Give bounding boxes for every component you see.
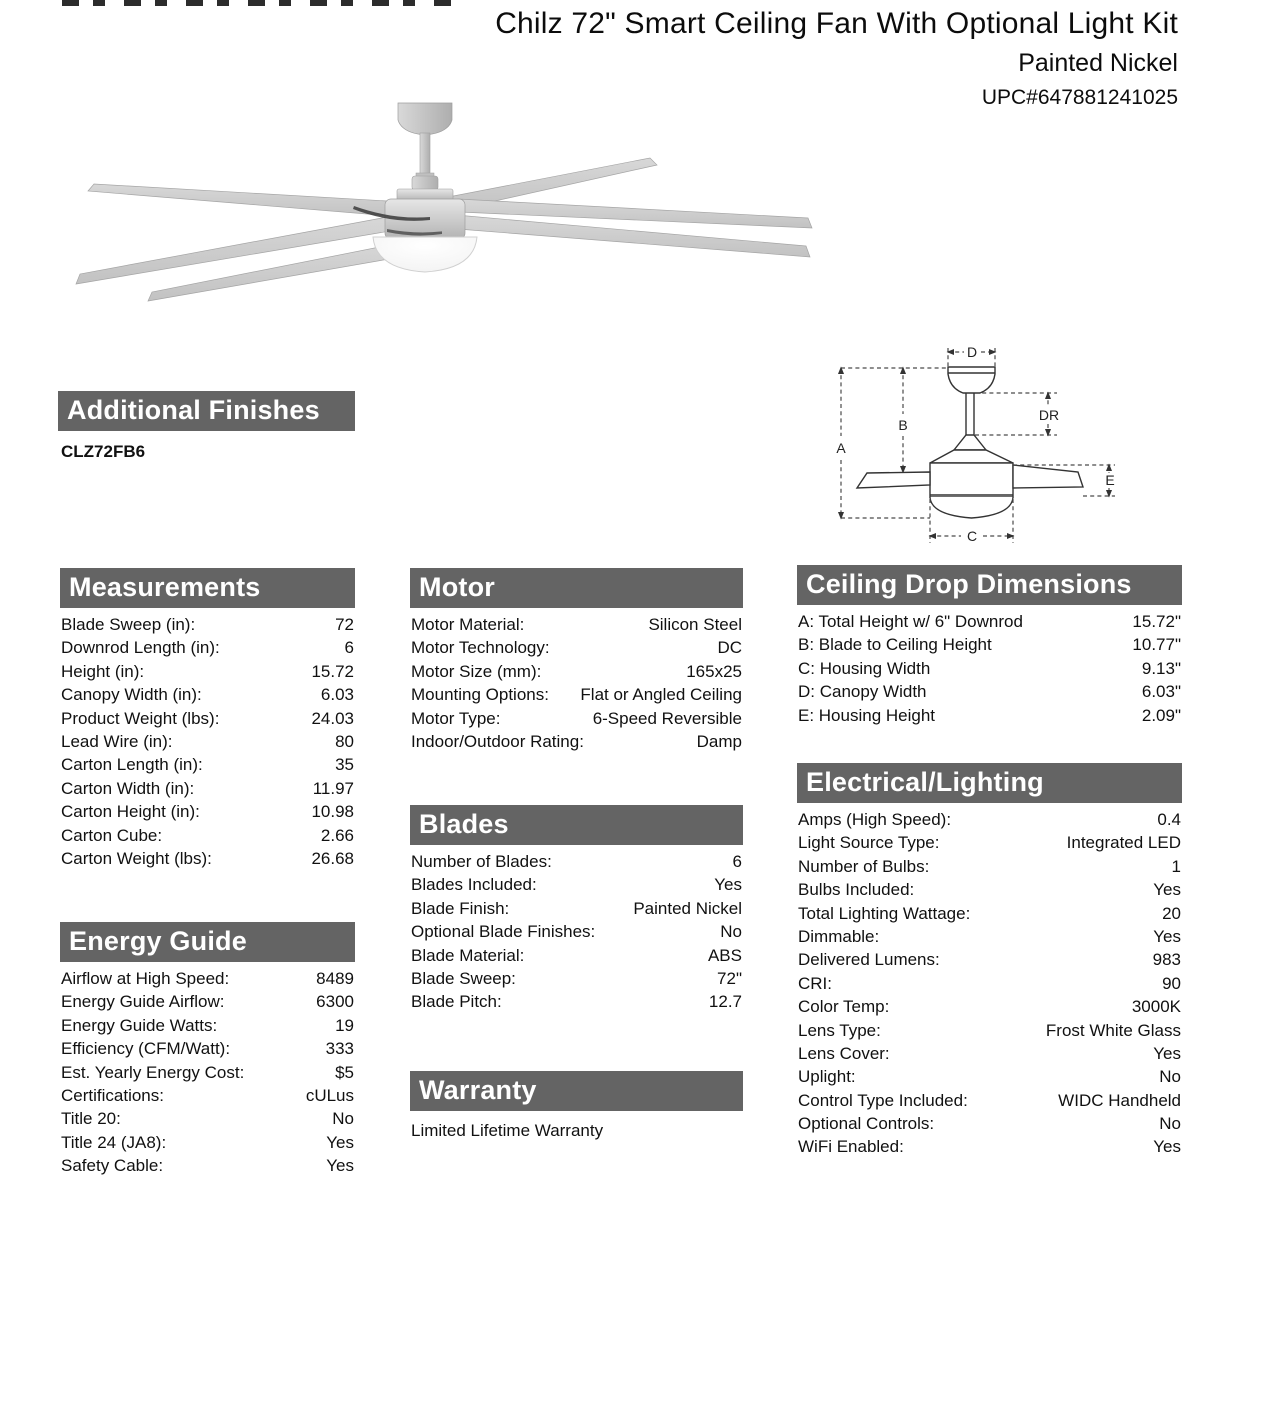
spec-row [410, 920, 743, 943]
spec-row [797, 1112, 1182, 1135]
spec-value: 2.66 [320, 825, 354, 845]
spec-row [60, 847, 355, 870]
spec-value: 12.7 [708, 992, 742, 1012]
spec-label: Number of Bulbs: [798, 856, 930, 876]
spec-label: Energy Guide Watts: [61, 1015, 218, 1035]
spec-label: Blade Pitch: [411, 992, 502, 1012]
spec-label: Blades Included: [411, 875, 537, 895]
section-header [60, 568, 355, 608]
section-blades [410, 805, 743, 1014]
spec-label: Lens Cover: [798, 1043, 890, 1063]
spec-label: Total Lighting Wattage: [798, 903, 971, 923]
spec-value: Integrated LED [1066, 833, 1181, 853]
spec-row [797, 808, 1182, 831]
spec-row [410, 967, 743, 990]
product-finish: Painted Nickel [1018, 49, 1178, 77]
section-electrical-lighting [797, 763, 1182, 1159]
spec-table-motor [410, 613, 743, 753]
section-additional-finishes [58, 391, 355, 462]
section-title: Motor [419, 571, 495, 602]
section-header [60, 922, 355, 962]
section-header [410, 568, 743, 608]
spec-row [410, 660, 743, 683]
clipped-logo-marks [62, 0, 460, 6]
spec-value: Yes [1153, 880, 1181, 900]
spec-label: Certifications: [61, 1085, 164, 1105]
spec-row [797, 1065, 1182, 1088]
spec-table-ceiling-drop [797, 610, 1182, 727]
spec-label: Motor Type: [411, 708, 501, 728]
spec-label: Mounting Options: [411, 685, 549, 705]
spec-row [60, 1037, 355, 1060]
spec-table-energy-guide [60, 967, 355, 1178]
fan-canopy [398, 103, 452, 190]
spec-value: Yes [326, 1156, 354, 1176]
spec-row [60, 636, 355, 659]
spec-row [410, 897, 743, 920]
spec-value: 26.68 [311, 848, 354, 868]
spec-row [60, 1014, 355, 1037]
spec-label: E: Housing Height [798, 705, 936, 725]
spec-row [60, 967, 355, 990]
spec-row [410, 683, 743, 706]
spec-label: Indoor/Outdoor Rating: [411, 731, 584, 751]
spec-value: 80 [335, 731, 354, 751]
spec-row [410, 850, 743, 873]
section-header [58, 391, 355, 431]
spec-label: Delivered Lumens: [798, 950, 940, 970]
spec-row [60, 1154, 355, 1177]
section-title: Measurements [69, 571, 261, 602]
spec-value: 6 [344, 638, 354, 658]
spec-row [60, 730, 355, 753]
spec-label: Carton Width (in): [61, 778, 195, 798]
spec-label: Blade Finish: [411, 898, 510, 918]
dimension-diagram [835, 338, 1135, 553]
spec-label: Lead Wire (in): [61, 731, 173, 751]
spec-row [60, 707, 355, 730]
spec-label: Carton Cube: [61, 825, 163, 845]
spec-row [797, 902, 1182, 925]
section-measurements [60, 568, 355, 870]
section-header [410, 1071, 743, 1111]
section-header [797, 763, 1182, 803]
spec-label: Motor Technology: [411, 638, 550, 658]
spec-label: Carton Weight (lbs): [61, 848, 212, 868]
spec-label: Carton Length (in): [61, 755, 203, 775]
spec-value: 20 [1162, 903, 1181, 923]
spec-label: Motor Size (mm): [411, 661, 542, 681]
spec-value: 0.4 [1157, 810, 1181, 829]
spec-value: 165x25 [686, 661, 742, 681]
spec-row [797, 704, 1182, 727]
spec-label: Est. Yearly Energy Cost: [61, 1062, 245, 1082]
section-header [797, 565, 1182, 605]
spec-row [797, 1089, 1182, 1112]
spec-label: Number of Blades: [411, 852, 552, 871]
spec-label: Uplight: [798, 1067, 856, 1087]
spec-row [60, 753, 355, 776]
spec-label: Title 20: [61, 1109, 121, 1129]
spec-label: Light Source Type: [798, 833, 940, 853]
spec-row [60, 1131, 355, 1154]
spec-row [60, 660, 355, 683]
spec-row [410, 613, 743, 636]
warranty-text: Limited Lifetime Warranty [411, 1121, 604, 1140]
spec-label: Carton Height (in): [61, 802, 200, 822]
diagram-label-b: B [898, 417, 908, 433]
spec-value: cULus [305, 1085, 354, 1105]
spec-value: 2.09" [1141, 705, 1181, 725]
spec-value: Damp [696, 731, 742, 751]
spec-value: No [332, 1109, 354, 1129]
spec-row [797, 657, 1182, 680]
spec-row [797, 1042, 1182, 1065]
spec-value: No [1159, 1067, 1181, 1087]
spec-value: 10.77" [1132, 635, 1181, 655]
spec-label: Title 24 (JA8): [61, 1132, 167, 1152]
spec-value: 333 [325, 1039, 354, 1059]
spec-value: 19 [335, 1015, 354, 1035]
spec-row [410, 873, 743, 896]
section-title: Energy Guide [69, 925, 247, 956]
spec-label: Dimmable: [798, 926, 880, 946]
section-warranty [410, 1071, 743, 1141]
spec-row [60, 1107, 355, 1130]
spec-row [797, 831, 1182, 854]
spec-label: CRI: [798, 973, 832, 993]
spec-label: Blade Sweep: [411, 968, 516, 988]
spec-label: B: Blade to Ceiling Height [798, 635, 992, 655]
spec-label: Optional Controls: [798, 1114, 935, 1134]
spec-value: 983 [1152, 950, 1181, 970]
spec-label: Downrod Length (in): [61, 638, 220, 658]
spec-label: Motor Material: [411, 615, 525, 634]
fan-light-dome [373, 237, 477, 272]
spec-label: A: Total Height w/ 6" Downrod [798, 612, 1023, 631]
spec-row [60, 824, 355, 847]
spec-value: Silicon Steel [648, 615, 742, 634]
spec-value: Frost White Glass [1045, 1020, 1181, 1040]
spec-value: 72 [335, 615, 354, 634]
spec-value: Flat or Angled Ceiling [580, 685, 742, 705]
spec-row [797, 855, 1182, 878]
spec-row [797, 925, 1182, 948]
spec-value: 90 [1162, 973, 1181, 993]
spec-value: 6.03" [1141, 682, 1181, 702]
spec-row [797, 995, 1182, 1018]
diagram-label-e: E [1105, 472, 1115, 488]
spec-row [797, 948, 1182, 971]
spec-label: Height (in): [61, 661, 145, 681]
spec-value: Painted Nickel [633, 898, 742, 918]
spec-label: Product Weight (lbs): [61, 708, 220, 728]
diagram-label-dr: DR [1038, 407, 1060, 423]
spec-value: 10.98 [311, 802, 354, 822]
spec-value: WIDC Handheld [1058, 1090, 1181, 1110]
spec-row [60, 1061, 355, 1084]
spec-table-measurements [60, 613, 355, 870]
spec-row [60, 683, 355, 706]
spec-row [797, 1019, 1182, 1042]
spec-label: Lens Type: [798, 1020, 881, 1040]
spec-row [60, 800, 355, 823]
section-ceiling-drop-dimensions [797, 565, 1182, 727]
section-title: Warranty [419, 1074, 537, 1105]
spec-row [797, 610, 1182, 633]
spec-label: Color Temp: [798, 997, 890, 1017]
section-energy-guide [60, 922, 355, 1178]
product-image [60, 95, 820, 310]
section-motor [410, 568, 743, 753]
spec-value: 6 [732, 852, 742, 871]
spec-value: Yes [326, 1132, 354, 1152]
spec-row [797, 972, 1182, 995]
product-title: Chilz 72" Smart Ceiling Fan With Optional Light Kit [495, 7, 1178, 40]
section-title: Electrical/Lighting [806, 766, 1044, 797]
spec-row [410, 990, 743, 1013]
section-title: Additional Finishes [67, 394, 320, 425]
diagram-label-d: D [966, 344, 978, 360]
section-header [410, 805, 743, 845]
spec-value: Yes [1153, 1137, 1181, 1157]
section-title: Blades [419, 808, 509, 839]
spec-value: 72" [717, 968, 742, 988]
spec-row [410, 707, 743, 730]
spec-value: Yes [714, 875, 742, 895]
spec-value: 24.03 [311, 708, 354, 728]
spec-label: Safety Cable: [61, 1156, 164, 1176]
spec-table-electrical [797, 808, 1182, 1159]
spec-value: 11.97 [312, 778, 354, 798]
spec-value: 8489 [316, 969, 354, 988]
spec-value: $5 [335, 1062, 354, 1082]
diagram-label-c: C [966, 528, 978, 544]
spec-label: Optional Blade Finishes: [411, 922, 596, 942]
spec-value: No [1159, 1114, 1181, 1134]
spec-value: Yes [1153, 926, 1181, 946]
diagram-label-a: A [836, 440, 846, 456]
spec-row [797, 1135, 1182, 1158]
spec-label: Airflow at High Speed: [61, 969, 230, 988]
spec-row [410, 730, 743, 753]
spec-value: DC [717, 638, 742, 658]
spec-label: Canopy Width (in): [61, 685, 202, 705]
spec-value: No [720, 922, 742, 942]
spec-row [797, 878, 1182, 901]
spec-row [797, 633, 1182, 656]
spec-row [60, 990, 355, 1013]
spec-row [410, 944, 743, 967]
spec-label: D: Canopy Width [798, 682, 927, 702]
spec-label: Blade Material: [411, 945, 525, 965]
spec-value: 6.03 [320, 685, 354, 705]
spec-value: 15.72 [311, 661, 354, 681]
spec-value: ABS [707, 945, 742, 965]
spec-label: Efficiency (CFM/Watt): [61, 1039, 231, 1059]
spec-value: 6-Speed Reversible [592, 708, 742, 728]
spec-value: 15.72" [1132, 612, 1181, 631]
spec-value: 3000K [1131, 997, 1181, 1017]
section-title: Ceiling Drop Dimensions [806, 568, 1132, 599]
spec-row [60, 1084, 355, 1107]
spec-value: 9.13" [1141, 658, 1181, 678]
spec-label: Bulbs Included: [798, 880, 915, 900]
spec-row [60, 777, 355, 800]
spec-table-blades [410, 850, 743, 1014]
spec-row [60, 613, 355, 636]
spec-label: Amps (High Speed): [798, 810, 952, 829]
spec-label: C: Housing Width [798, 658, 931, 678]
spec-value: 6300 [316, 992, 354, 1012]
spec-label: Control Type Included: [798, 1090, 968, 1110]
spec-label: Blade Sweep (in): [61, 615, 196, 634]
spec-value: 35 [335, 755, 354, 775]
spec-label: WiFi Enabled: [798, 1137, 904, 1157]
spec-label: Energy Guide Airflow: [61, 992, 225, 1012]
spec-row [410, 636, 743, 659]
model-code: CLZ72FB6 [61, 442, 146, 461]
spec-value: 1 [1171, 856, 1181, 876]
spec-row [797, 680, 1182, 703]
spec-value: Yes [1153, 1043, 1181, 1063]
product-upc: UPC#647881241025 [981, 86, 1178, 109]
